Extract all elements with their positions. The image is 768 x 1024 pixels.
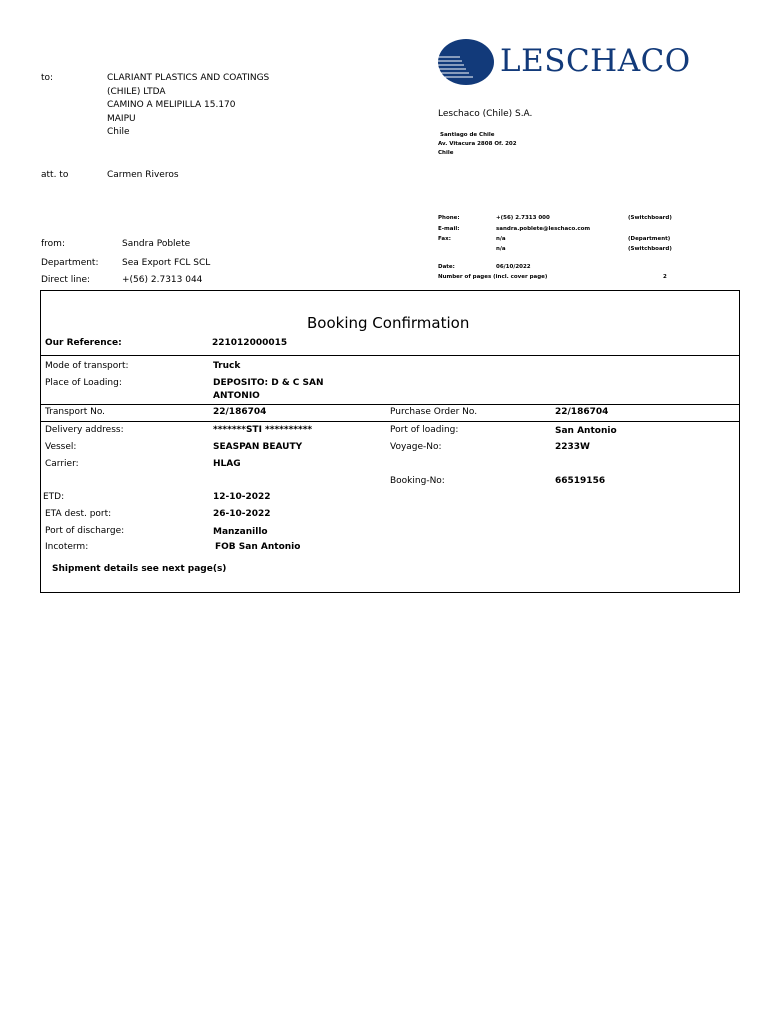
transport-no-value: 22/186704 bbox=[213, 407, 267, 417]
divider bbox=[40, 421, 740, 422]
att-value: Carmen Riveros bbox=[107, 170, 179, 180]
company-logo bbox=[436, 37, 691, 87]
pages-label: Number of pages (incl. cover page) bbox=[438, 274, 548, 280]
mode-of-transport-value: Truck bbox=[213, 361, 241, 371]
recipient-line: CAMINO A MELIPILLA 15.170 bbox=[107, 100, 236, 110]
purchase-order-label: Purchase Order No. bbox=[390, 407, 478, 417]
direct-line-label: Direct line: bbox=[41, 275, 91, 285]
port-of-discharge-value: Manzanillo bbox=[213, 527, 268, 537]
eta-value: 26-10-2022 bbox=[213, 509, 271, 519]
contact-value: sandra.poblete@leschaco.com bbox=[496, 226, 591, 232]
pages-value: 2 bbox=[663, 274, 667, 280]
contact-label: Fax: bbox=[438, 236, 451, 242]
place-of-loading-value: ANTONIO bbox=[213, 391, 260, 401]
purchase-order-value: 22/186704 bbox=[555, 407, 609, 417]
transport-no-label: Transport No. bbox=[45, 407, 106, 417]
our-reference-value: 221012000015 bbox=[212, 338, 288, 348]
recipient-line: CLARIANT PLASTICS AND COATINGS bbox=[107, 73, 270, 83]
vessel-value: SEASPAN BEAUTY bbox=[213, 442, 303, 452]
logo-wordmark: LESCHACO bbox=[500, 43, 691, 79]
booking-no-value: 66519156 bbox=[555, 476, 606, 486]
place-of-loading-value: DEPOSITO: D & C SAN bbox=[213, 378, 324, 388]
vessel-label: Vessel: bbox=[45, 442, 77, 452]
company-address-line: Chile bbox=[438, 150, 454, 156]
contact-label: Phone: bbox=[438, 215, 460, 221]
department-label: Department: bbox=[41, 258, 99, 268]
carrier-value: HLAG bbox=[213, 459, 241, 469]
voyage-no-label: Voyage-No: bbox=[390, 442, 442, 452]
to-label: to: bbox=[41, 73, 54, 83]
date-label: Date: bbox=[438, 264, 455, 270]
contact-value: n/a bbox=[496, 246, 506, 252]
shipment-details-note: Shipment details see next page(s) bbox=[52, 564, 227, 574]
company-address-line: Santiago de Chile bbox=[440, 132, 495, 138]
divider bbox=[40, 404, 740, 405]
from-value: Sandra Poblete bbox=[122, 239, 191, 249]
contact-label: E-mail: bbox=[438, 226, 460, 232]
port-of-loading-value: San Antonio bbox=[555, 426, 617, 436]
company-address-line: Av. Vitacura 2808 Of. 202 bbox=[438, 141, 517, 147]
contact-note: (Switchboard) bbox=[628, 246, 672, 252]
our-reference-label: Our Reference: bbox=[45, 338, 122, 348]
contact-note: (Switchboard) bbox=[628, 215, 672, 221]
company-name: Leschaco (Chile) S.A. bbox=[438, 109, 533, 119]
recipient-line: Chile bbox=[107, 127, 130, 137]
booking-title: Booking Confirmation bbox=[307, 314, 470, 332]
recipient-line: MAIPU bbox=[107, 114, 136, 124]
delivery-address-label: Delivery address: bbox=[45, 425, 124, 435]
divider bbox=[40, 355, 740, 356]
incoterm-label: Incoterm: bbox=[45, 542, 89, 552]
recipient-line: (CHILE) LTDA bbox=[107, 87, 166, 97]
date-value: 06/10/2022 bbox=[496, 264, 531, 270]
contact-value: n/a bbox=[496, 236, 506, 242]
from-label: from: bbox=[41, 239, 65, 249]
contact-note: (Department) bbox=[628, 236, 671, 242]
etd-label: ETD: bbox=[43, 492, 65, 502]
booking-no-label: Booking-No: bbox=[390, 476, 445, 486]
delivery-address-value: *******STI ********** bbox=[213, 425, 313, 435]
globe-logo-icon bbox=[436, 37, 496, 87]
incoterm-value: FOB San Antonio bbox=[215, 542, 301, 552]
carrier-label: Carrier: bbox=[45, 459, 79, 469]
att-label: att. to bbox=[41, 170, 69, 180]
voyage-no-value: 2233W bbox=[555, 442, 590, 452]
contact-value: +(56) 2.7313 000 bbox=[496, 215, 550, 221]
direct-line-value: +(56) 2.7313 044 bbox=[122, 275, 203, 285]
port-of-discharge-label: Port of discharge: bbox=[45, 526, 125, 536]
port-of-loading-label: Port of loading: bbox=[390, 425, 459, 435]
eta-label: ETA dest. port: bbox=[45, 509, 112, 519]
mode-of-transport-label: Mode of transport: bbox=[45, 361, 129, 371]
etd-value: 12-10-2022 bbox=[213, 492, 271, 502]
place-of-loading-label: Place of Loading: bbox=[45, 378, 122, 388]
department-value: Sea Export FCL SCL bbox=[122, 258, 211, 268]
